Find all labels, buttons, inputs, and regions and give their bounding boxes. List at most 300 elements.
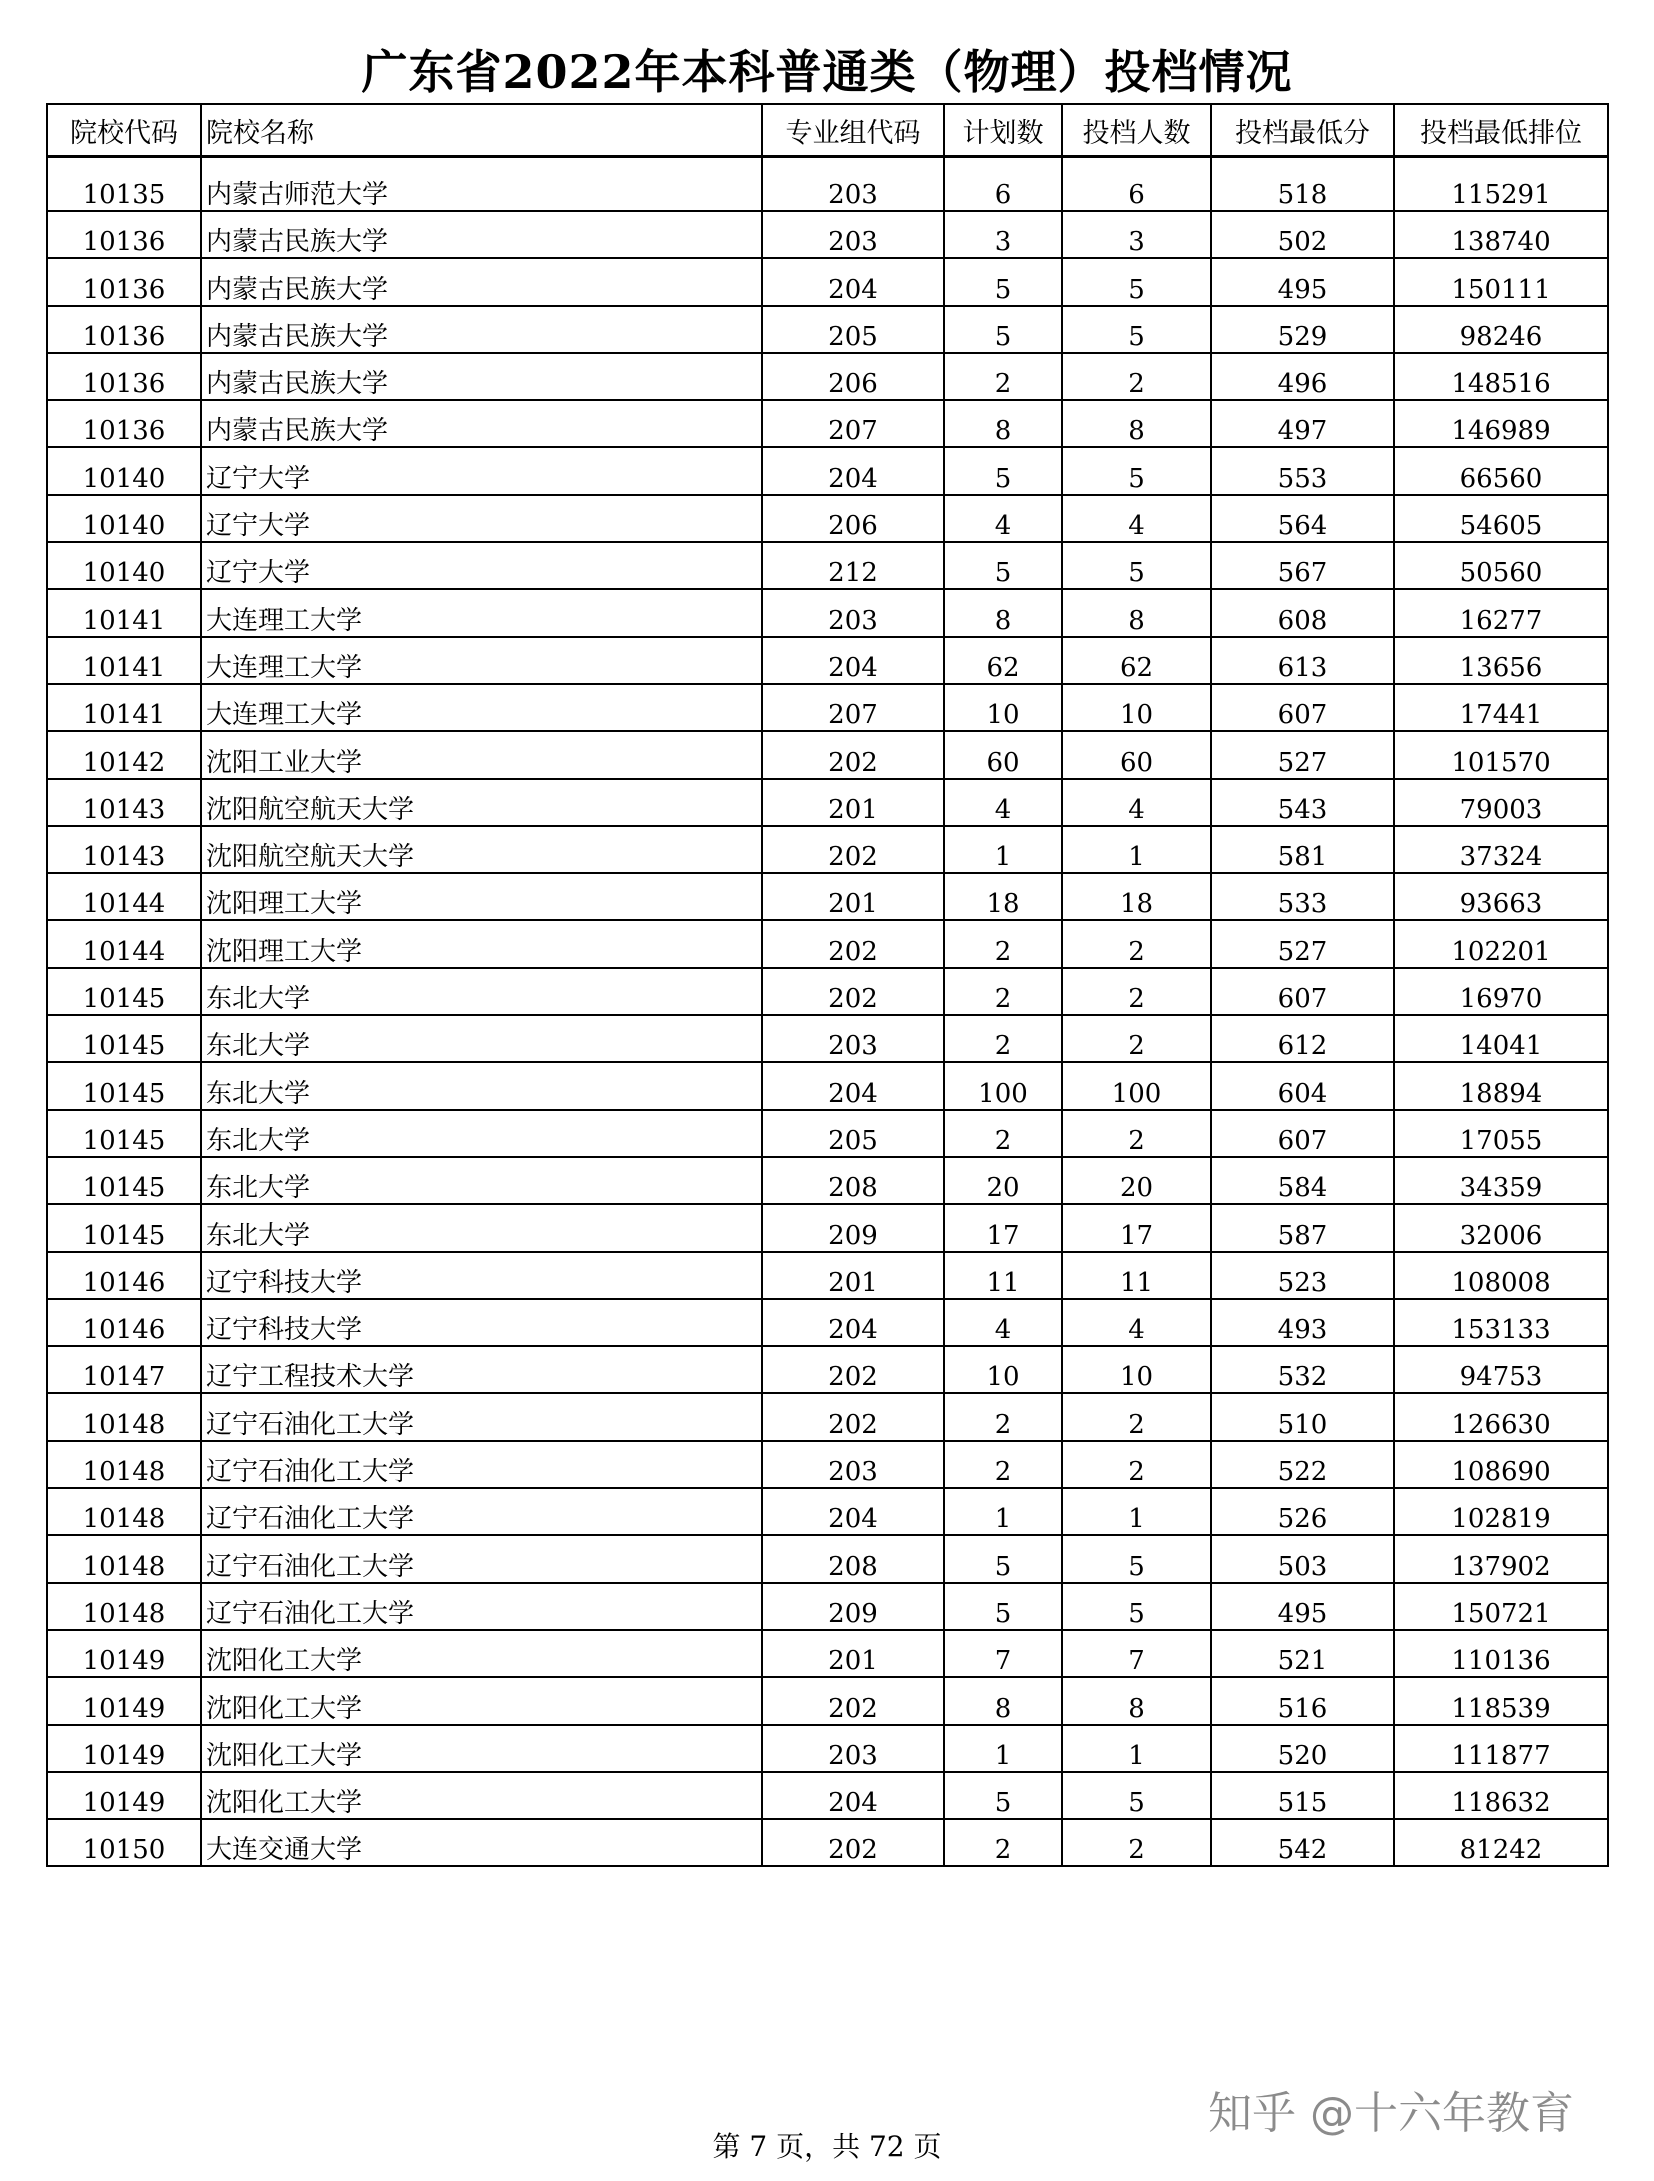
min-rank-cell: 17441 (1394, 684, 1608, 731)
min-score-cell: 612 (1211, 1015, 1394, 1062)
admitted-count-cell: 5 (1062, 1583, 1211, 1630)
column-header: 投档最低排位 (1394, 104, 1608, 157)
min-score-cell: 497 (1211, 400, 1394, 447)
plan-count-cell: 1 (944, 1725, 1062, 1772)
plan-count-cell: 7 (944, 1630, 1062, 1677)
group-code-cell: 201 (762, 779, 944, 826)
admitted-count-cell: 5 (1062, 1535, 1211, 1582)
school-name-cell: 沈阳理工大学 (201, 873, 762, 920)
admitted-count-cell: 5 (1062, 258, 1211, 305)
school-code-cell: 10143 (47, 779, 201, 826)
table-row (47, 1110, 1608, 1157)
min-score-cell: 520 (1211, 1725, 1394, 1772)
plan-count-cell: 2 (944, 968, 1062, 1015)
min-rank-cell: 126630 (1394, 1393, 1608, 1440)
admitted-count-cell: 18 (1062, 873, 1211, 920)
school-name-cell: 大连理工大学 (201, 684, 762, 731)
school-name-cell: 辽宁石油化工大学 (201, 1583, 762, 1630)
min-score-cell: 564 (1211, 495, 1394, 542)
table-row (47, 637, 1608, 684)
school-code-cell: 10135 (47, 157, 201, 212)
group-code-cell: 212 (762, 542, 944, 589)
school-code-cell: 10148 (47, 1583, 201, 1630)
plan-count-cell: 5 (944, 1772, 1062, 1819)
min-rank-cell: 98246 (1394, 306, 1608, 353)
min-rank-cell: 101570 (1394, 731, 1608, 778)
column-header: 院校代码 (47, 104, 201, 157)
min-rank-cell: 146989 (1394, 400, 1608, 447)
school-code-cell: 10145 (47, 1015, 201, 1062)
group-code-cell: 204 (762, 258, 944, 305)
min-score-cell: 532 (1211, 1346, 1394, 1393)
table-row (47, 731, 1608, 778)
school-name-cell: 大连理工大学 (201, 637, 762, 684)
min-rank-cell: 16277 (1394, 589, 1608, 636)
table-header-row (47, 104, 1608, 157)
school-name-cell: 沈阳化工大学 (201, 1677, 762, 1724)
min-score-cell: 567 (1211, 542, 1394, 589)
school-code-cell: 10149 (47, 1772, 201, 1819)
group-code-cell: 203 (762, 1725, 944, 1772)
school-code-cell: 10148 (47, 1441, 201, 1488)
plan-count-cell: 18 (944, 873, 1062, 920)
plan-count-cell: 5 (944, 258, 1062, 305)
admitted-count-cell: 2 (1062, 968, 1211, 1015)
plan-count-cell: 4 (944, 495, 1062, 542)
table-row (47, 873, 1608, 920)
school-code-cell: 10136 (47, 353, 201, 400)
plan-count-cell: 2 (944, 1441, 1062, 1488)
column-header: 院校名称 (201, 104, 762, 157)
plan-count-cell: 6 (944, 157, 1062, 212)
plan-count-cell: 60 (944, 731, 1062, 778)
min-score-cell: 542 (1211, 1819, 1394, 1866)
school-code-cell: 10136 (47, 400, 201, 447)
plan-count-cell: 2 (944, 353, 1062, 400)
min-score-cell: 553 (1211, 447, 1394, 494)
table-row (47, 1535, 1608, 1582)
school-name-cell: 辽宁石油化工大学 (201, 1535, 762, 1582)
plan-count-cell: 8 (944, 400, 1062, 447)
min-rank-cell: 37324 (1394, 826, 1608, 873)
group-code-cell: 207 (762, 400, 944, 447)
group-code-cell: 205 (762, 306, 944, 353)
plan-count-cell: 2 (944, 920, 1062, 967)
min-score-cell: 496 (1211, 353, 1394, 400)
admitted-count-cell: 100 (1062, 1062, 1211, 1109)
admitted-count-cell: 2 (1062, 1393, 1211, 1440)
school-name-cell: 辽宁科技大学 (201, 1252, 762, 1299)
min-score-cell: 613 (1211, 637, 1394, 684)
admitted-count-cell: 2 (1062, 1110, 1211, 1157)
table-row (47, 157, 1608, 212)
min-rank-cell: 54605 (1394, 495, 1608, 542)
admission-table (46, 103, 1609, 1867)
min-score-cell: 581 (1211, 826, 1394, 873)
group-code-cell: 203 (762, 1441, 944, 1488)
group-code-cell: 203 (762, 157, 944, 212)
school-name-cell: 内蒙古师范大学 (201, 157, 762, 212)
min-score-cell: 493 (1211, 1299, 1394, 1346)
school-code-cell: 10150 (47, 1819, 201, 1866)
table-row (47, 1252, 1608, 1299)
group-code-cell: 202 (762, 968, 944, 1015)
plan-count-cell: 62 (944, 637, 1062, 684)
group-code-cell: 203 (762, 1015, 944, 1062)
table-row (47, 779, 1608, 826)
school-code-cell: 10146 (47, 1252, 201, 1299)
group-code-cell: 201 (762, 873, 944, 920)
admitted-count-cell: 2 (1062, 353, 1211, 400)
school-name-cell: 沈阳工业大学 (201, 731, 762, 778)
min-rank-cell: 17055 (1394, 1110, 1608, 1157)
school-name-cell: 辽宁科技大学 (201, 1299, 762, 1346)
plan-count-cell: 5 (944, 1535, 1062, 1582)
min-score-cell: 527 (1211, 731, 1394, 778)
school-code-cell: 10145 (47, 1204, 201, 1251)
min-rank-cell: 79003 (1394, 779, 1608, 826)
admitted-count-cell: 5 (1062, 306, 1211, 353)
school-name-cell: 内蒙古民族大学 (201, 400, 762, 447)
min-rank-cell: 150111 (1394, 258, 1608, 305)
school-code-cell: 10142 (47, 731, 201, 778)
min-rank-cell: 94753 (1394, 1346, 1608, 1393)
group-code-cell: 204 (762, 1772, 944, 1819)
min-score-cell: 515 (1211, 1772, 1394, 1819)
table-row (47, 1819, 1608, 1866)
group-code-cell: 202 (762, 1346, 944, 1393)
plan-count-cell: 5 (944, 1583, 1062, 1630)
plan-count-cell: 2 (944, 1015, 1062, 1062)
admitted-count-cell: 1 (1062, 1488, 1211, 1535)
table-row (47, 495, 1608, 542)
group-code-cell: 204 (762, 637, 944, 684)
table-row (47, 968, 1608, 1015)
min-rank-cell: 102819 (1394, 1488, 1608, 1535)
table-row (47, 826, 1608, 873)
plan-count-cell: 5 (944, 542, 1062, 589)
group-code-cell: 209 (762, 1204, 944, 1251)
school-name-cell: 沈阳化工大学 (201, 1725, 762, 1772)
plan-count-cell: 8 (944, 1677, 1062, 1724)
group-code-cell: 203 (762, 211, 944, 258)
group-code-cell: 202 (762, 826, 944, 873)
group-code-cell: 201 (762, 1252, 944, 1299)
group-code-cell: 202 (762, 731, 944, 778)
min-rank-cell: 102201 (1394, 920, 1608, 967)
table-row (47, 1015, 1608, 1062)
watermark: 知乎 @十六年教育 (1208, 2088, 1574, 2139)
group-code-cell: 208 (762, 1157, 944, 1204)
school-name-cell: 沈阳化工大学 (201, 1772, 762, 1819)
table-row (47, 353, 1608, 400)
plan-count-cell: 1 (944, 826, 1062, 873)
table-row (47, 1299, 1608, 1346)
admitted-count-cell: 4 (1062, 779, 1211, 826)
plan-count-cell: 17 (944, 1204, 1062, 1251)
school-name-cell: 内蒙古民族大学 (201, 353, 762, 400)
min-rank-cell: 153133 (1394, 1299, 1608, 1346)
group-code-cell: 202 (762, 1393, 944, 1440)
school-name-cell: 内蒙古民族大学 (201, 258, 762, 305)
school-name-cell: 东北大学 (201, 1157, 762, 1204)
min-score-cell: 518 (1211, 157, 1394, 212)
school-code-cell: 10147 (47, 1346, 201, 1393)
column-header: 投档人数 (1062, 104, 1211, 157)
admitted-count-cell: 3 (1062, 211, 1211, 258)
min-rank-cell: 34359 (1394, 1157, 1608, 1204)
school-name-cell: 辽宁石油化工大学 (201, 1441, 762, 1488)
table-row (47, 1488, 1608, 1535)
min-rank-cell: 81242 (1394, 1819, 1608, 1866)
admitted-count-cell: 2 (1062, 920, 1211, 967)
table-row (47, 1630, 1608, 1677)
min-score-cell: 521 (1211, 1630, 1394, 1677)
table-row (47, 1677, 1608, 1724)
min-rank-cell: 137902 (1394, 1535, 1608, 1582)
min-rank-cell: 118632 (1394, 1772, 1608, 1819)
table-row (47, 1346, 1608, 1393)
min-score-cell: 543 (1211, 779, 1394, 826)
min-score-cell: 607 (1211, 968, 1394, 1015)
column-header: 计划数 (944, 104, 1062, 157)
school-name-cell: 沈阳化工大学 (201, 1630, 762, 1677)
min-rank-cell: 50560 (1394, 542, 1608, 589)
school-code-cell: 10144 (47, 920, 201, 967)
admitted-count-cell: 11 (1062, 1252, 1211, 1299)
min-rank-cell: 110136 (1394, 1630, 1608, 1677)
admitted-count-cell: 5 (1062, 1772, 1211, 1819)
group-code-cell: 207 (762, 684, 944, 731)
admitted-count-cell: 1 (1062, 1725, 1211, 1772)
min-score-cell: 608 (1211, 589, 1394, 636)
min-rank-cell: 148516 (1394, 353, 1608, 400)
min-rank-cell: 115291 (1394, 157, 1608, 212)
school-code-cell: 10148 (47, 1393, 201, 1440)
plan-count-cell: 3 (944, 211, 1062, 258)
school-code-cell: 10140 (47, 495, 201, 542)
table-body (47, 157, 1608, 1867)
min-rank-cell: 150721 (1394, 1583, 1608, 1630)
school-code-cell: 10141 (47, 684, 201, 731)
group-code-cell: 204 (762, 1488, 944, 1535)
min-score-cell: 503 (1211, 1535, 1394, 1582)
admitted-count-cell: 17 (1062, 1204, 1211, 1251)
school-code-cell: 10136 (47, 258, 201, 305)
group-code-cell: 209 (762, 1583, 944, 1630)
table-row (47, 1772, 1608, 1819)
min-rank-cell: 18894 (1394, 1062, 1608, 1109)
min-score-cell: 510 (1211, 1393, 1394, 1440)
plan-count-cell: 10 (944, 1346, 1062, 1393)
school-code-cell: 10140 (47, 542, 201, 589)
admitted-count-cell: 8 (1062, 400, 1211, 447)
min-rank-cell: 118539 (1394, 1677, 1608, 1724)
admitted-count-cell: 8 (1062, 1677, 1211, 1724)
school-code-cell: 10145 (47, 1110, 201, 1157)
group-code-cell: 201 (762, 1630, 944, 1677)
group-code-cell: 202 (762, 920, 944, 967)
admitted-count-cell: 10 (1062, 684, 1211, 731)
min-score-cell: 529 (1211, 306, 1394, 353)
plan-count-cell: 2 (944, 1393, 1062, 1440)
min-rank-cell: 108008 (1394, 1252, 1608, 1299)
school-name-cell: 大连理工大学 (201, 589, 762, 636)
school-code-cell: 10145 (47, 968, 201, 1015)
admitted-count-cell: 5 (1062, 447, 1211, 494)
table-row (47, 542, 1608, 589)
plan-count-cell: 1 (944, 1488, 1062, 1535)
plan-count-cell: 11 (944, 1252, 1062, 1299)
school-name-cell: 辽宁工程技术大学 (201, 1346, 762, 1393)
admitted-count-cell: 20 (1062, 1157, 1211, 1204)
plan-count-cell: 2 (944, 1110, 1062, 1157)
school-name-cell: 沈阳理工大学 (201, 920, 762, 967)
column-header: 投档最低分 (1211, 104, 1394, 157)
school-code-cell: 10136 (47, 211, 201, 258)
school-name-cell: 沈阳航空航天大学 (201, 826, 762, 873)
school-code-cell: 10145 (47, 1157, 201, 1204)
table-row (47, 1583, 1608, 1630)
plan-count-cell: 4 (944, 779, 1062, 826)
school-code-cell: 10148 (47, 1488, 201, 1535)
group-code-cell: 202 (762, 1819, 944, 1866)
table-row (47, 1157, 1608, 1204)
plan-count-cell: 5 (944, 447, 1062, 494)
group-code-cell: 202 (762, 1677, 944, 1724)
table-row (47, 447, 1608, 494)
school-name-cell: 辽宁大学 (201, 447, 762, 494)
group-code-cell: 203 (762, 589, 944, 636)
school-code-cell: 10149 (47, 1630, 201, 1677)
min-rank-cell: 111877 (1394, 1725, 1608, 1772)
min-rank-cell: 14041 (1394, 1015, 1608, 1062)
group-code-cell: 206 (762, 353, 944, 400)
admitted-count-cell: 6 (1062, 157, 1211, 212)
plan-count-cell: 20 (944, 1157, 1062, 1204)
min-score-cell: 607 (1211, 684, 1394, 731)
school-name-cell: 东北大学 (201, 1062, 762, 1109)
table-row (47, 1441, 1608, 1488)
school-name-cell: 沈阳航空航天大学 (201, 779, 762, 826)
min-score-cell: 516 (1211, 1677, 1394, 1724)
school-code-cell: 10143 (47, 826, 201, 873)
plan-count-cell: 100 (944, 1062, 1062, 1109)
group-code-cell: 206 (762, 495, 944, 542)
table-row (47, 1393, 1608, 1440)
table-row (47, 684, 1608, 731)
school-name-cell: 辽宁石油化工大学 (201, 1488, 762, 1535)
school-code-cell: 10141 (47, 637, 201, 684)
school-name-cell: 东北大学 (201, 1015, 762, 1062)
admitted-count-cell: 5 (1062, 542, 1211, 589)
admitted-count-cell: 2 (1062, 1441, 1211, 1488)
min-rank-cell: 93663 (1394, 873, 1608, 920)
plan-count-cell: 5 (944, 306, 1062, 353)
page-footer: 第 7 页，共 72 页 (712, 2130, 942, 2163)
school-code-cell: 10140 (47, 447, 201, 494)
group-code-cell: 204 (762, 447, 944, 494)
min-score-cell: 523 (1211, 1252, 1394, 1299)
min-score-cell: 522 (1211, 1441, 1394, 1488)
table-row (47, 589, 1608, 636)
school-code-cell: 10136 (47, 306, 201, 353)
min-score-cell: 526 (1211, 1488, 1394, 1535)
school-name-cell: 内蒙古民族大学 (201, 306, 762, 353)
admitted-count-cell: 1 (1062, 826, 1211, 873)
group-code-cell: 208 (762, 1535, 944, 1582)
table-row (47, 306, 1608, 353)
min-rank-cell: 138740 (1394, 211, 1608, 258)
min-score-cell: 584 (1211, 1157, 1394, 1204)
min-rank-cell: 32006 (1394, 1204, 1608, 1251)
min-score-cell: 495 (1211, 1583, 1394, 1630)
admitted-count-cell: 8 (1062, 589, 1211, 636)
group-code-cell: 204 (762, 1299, 944, 1346)
school-name-cell: 辽宁石油化工大学 (201, 1393, 762, 1440)
admitted-count-cell: 4 (1062, 1299, 1211, 1346)
admitted-count-cell: 2 (1062, 1819, 1211, 1866)
school-code-cell: 10144 (47, 873, 201, 920)
admitted-count-cell: 60 (1062, 731, 1211, 778)
school-name-cell: 辽宁大学 (201, 495, 762, 542)
min-rank-cell: 13656 (1394, 637, 1608, 684)
min-score-cell: 604 (1211, 1062, 1394, 1109)
min-score-cell: 607 (1211, 1110, 1394, 1157)
school-name-cell: 内蒙古民族大学 (201, 211, 762, 258)
school-code-cell: 10145 (47, 1062, 201, 1109)
school-name-cell: 东北大学 (201, 1204, 762, 1251)
min-rank-cell: 16970 (1394, 968, 1608, 1015)
min-rank-cell: 66560 (1394, 447, 1608, 494)
plan-count-cell: 4 (944, 1299, 1062, 1346)
school-code-cell: 10146 (47, 1299, 201, 1346)
school-name-cell: 大连交通大学 (201, 1819, 762, 1866)
table-row (47, 1725, 1608, 1772)
table-row (47, 920, 1608, 967)
school-name-cell: 东北大学 (201, 968, 762, 1015)
school-name-cell: 辽宁大学 (201, 542, 762, 589)
min-score-cell: 587 (1211, 1204, 1394, 1251)
school-code-cell: 10149 (47, 1725, 201, 1772)
group-code-cell: 205 (762, 1110, 944, 1157)
school-name-cell: 东北大学 (201, 1110, 762, 1157)
table-row (47, 400, 1608, 447)
table-row (47, 1204, 1608, 1251)
table-row (47, 1062, 1608, 1109)
column-header: 专业组代码 (762, 104, 944, 157)
page-title: 广东省2022年本科普通类（物理）投档情况 (361, 45, 1293, 99)
admitted-count-cell: 2 (1062, 1015, 1211, 1062)
plan-count-cell: 2 (944, 1819, 1062, 1866)
min-score-cell: 495 (1211, 258, 1394, 305)
plan-count-cell: 10 (944, 684, 1062, 731)
plan-count-cell: 8 (944, 589, 1062, 636)
school-code-cell: 10148 (47, 1535, 201, 1582)
min-score-cell: 502 (1211, 211, 1394, 258)
min-score-cell: 533 (1211, 873, 1394, 920)
admitted-count-cell: 62 (1062, 637, 1211, 684)
table-row (47, 211, 1608, 258)
school-code-cell: 10141 (47, 589, 201, 636)
min-score-cell: 527 (1211, 920, 1394, 967)
school-code-cell: 10149 (47, 1677, 201, 1724)
admitted-count-cell: 7 (1062, 1630, 1211, 1677)
table-row (47, 258, 1608, 305)
admitted-count-cell: 10 (1062, 1346, 1211, 1393)
min-rank-cell: 108690 (1394, 1441, 1608, 1488)
group-code-cell: 204 (762, 1062, 944, 1109)
